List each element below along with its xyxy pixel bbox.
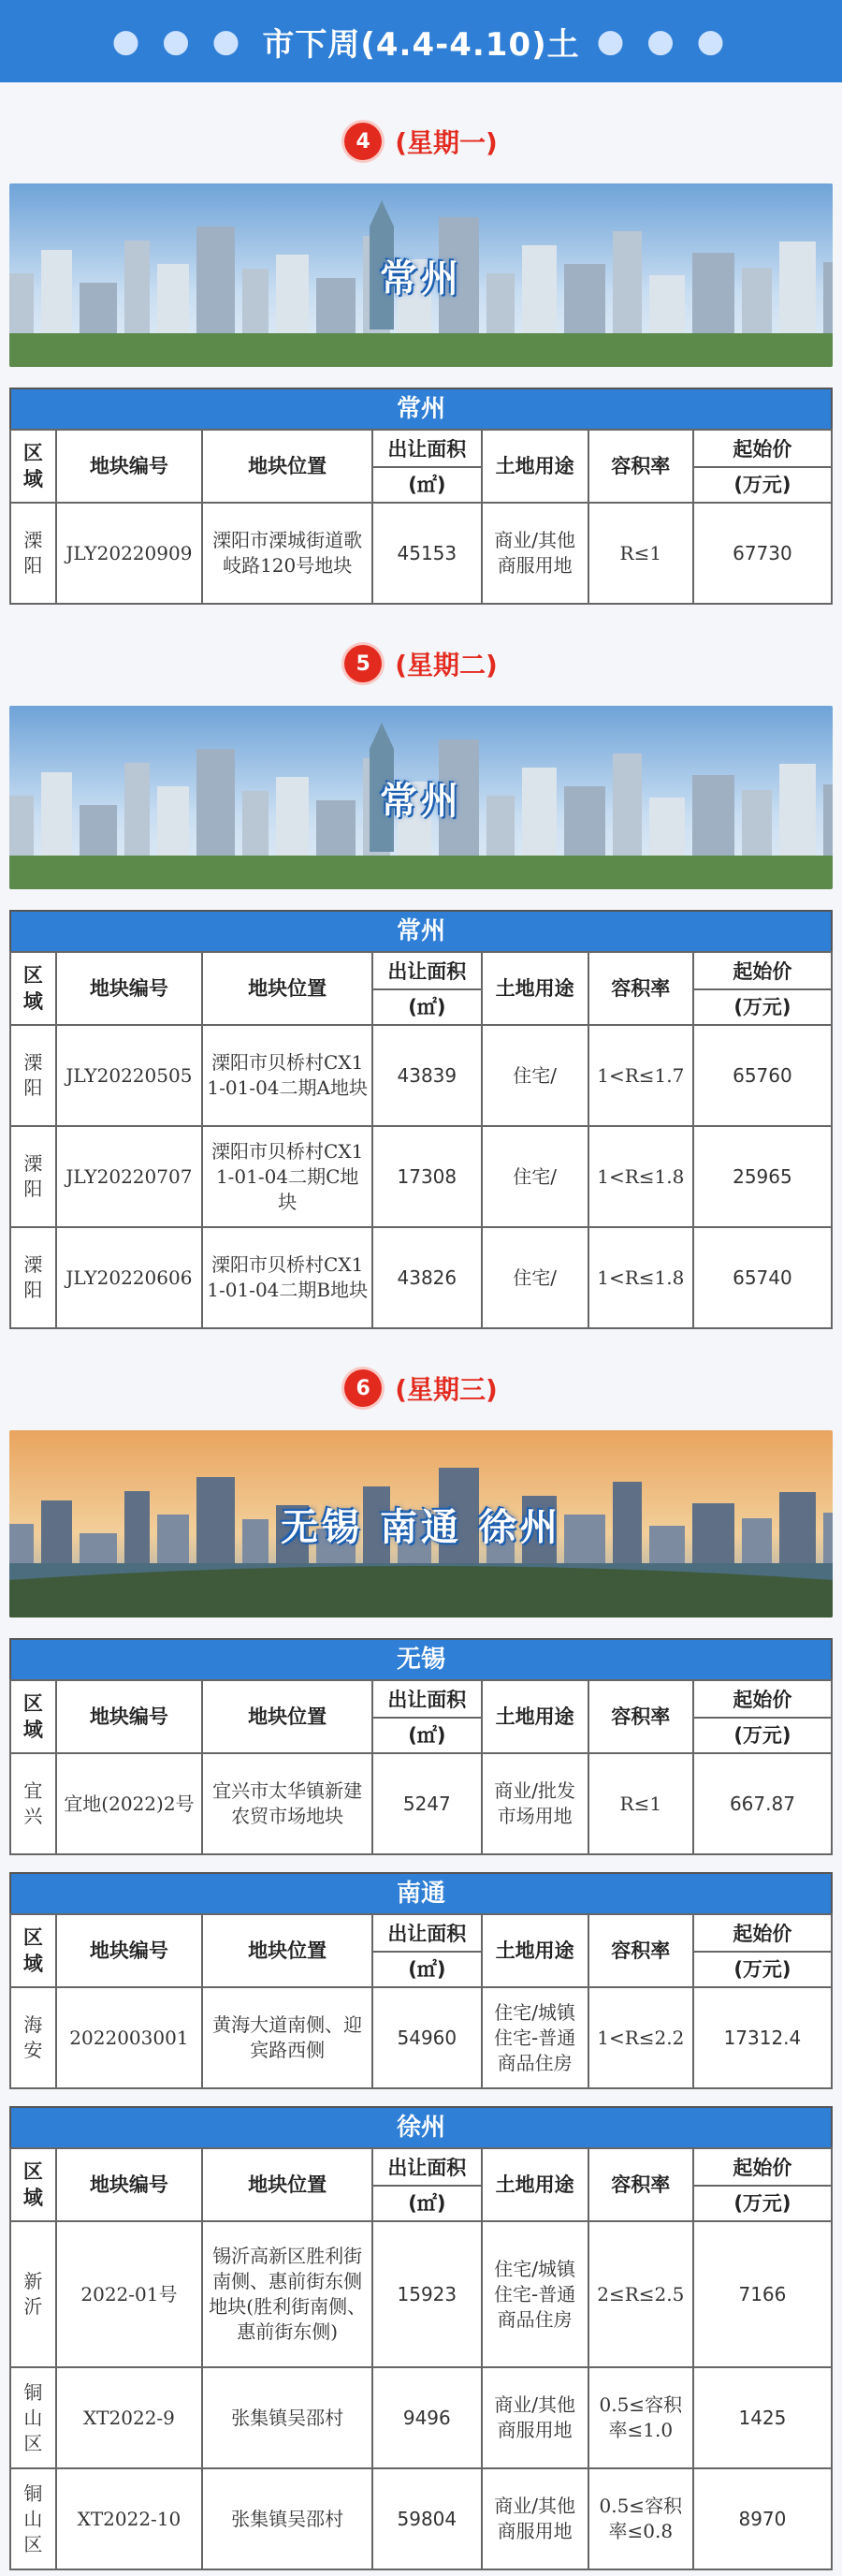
cell-usage: 住宅/城镇住宅-普通商品住房 (482, 1987, 588, 2088)
header-unit: (㎡) (373, 466, 480, 498)
header-far (588, 2148, 693, 2221)
header-price (693, 1914, 832, 1987)
cell-area: 54960 (372, 1987, 481, 2088)
table-city-title: 常州 (9, 910, 833, 951)
header-label: 起始价 (733, 2156, 792, 2179)
header-location (202, 1680, 372, 1753)
header-area (372, 1914, 481, 1987)
header-plot-no (56, 952, 203, 1025)
city-banner-image (9, 183, 833, 367)
header-plot-no (56, 1914, 203, 1987)
day-heading (0, 631, 842, 696)
header-label: 地块位置 (248, 2173, 327, 2196)
header-price (693, 430, 832, 503)
day-number-badge: 6 (344, 1369, 382, 1407)
header-unit: (㎡) (373, 1951, 480, 1983)
cell-plot-no: 2022003001 (56, 1987, 203, 2088)
city-banner-image (9, 1430, 833, 1617)
header-label: 起始价 (733, 959, 792, 983)
cell-location: 溧阳市贝桥村CX11-01-04二期C地块 (202, 1126, 372, 1227)
cell-location: 溧阳市贝桥村CX11-01-04二期A地块 (202, 1025, 372, 1126)
header-price (693, 2148, 832, 2221)
table-row (10, 1227, 832, 1328)
table-header-row (10, 1914, 832, 1987)
cell-price: 667.87 (693, 1753, 832, 1854)
header-label: 容积率 (611, 1705, 671, 1728)
cell-region: 溧阳 (10, 1025, 56, 1126)
table-row (10, 1753, 832, 1854)
table-header-row (10, 430, 832, 503)
table-row (10, 2221, 832, 2367)
cell-usage: 住宅/ (482, 1025, 588, 1126)
banner-city-name: 常州 (380, 779, 462, 823)
header-usage (482, 952, 588, 1025)
header-label: 土地用途 (495, 1939, 574, 1962)
day-number-badge: 4 (344, 123, 382, 160)
cell-area: 43826 (372, 1227, 481, 1328)
cell-plot-no: 2022-01号 (56, 2221, 203, 2367)
page-title: 市下周(4.4-4.10)土 (262, 25, 580, 64)
land-auction-table (9, 1872, 833, 2089)
cell-area: 9496 (372, 2367, 481, 2468)
table-row (10, 1126, 832, 1227)
header-label: 地块位置 (248, 976, 327, 1000)
table-header-row (10, 2148, 832, 2221)
header-label: 地块编号 (89, 1939, 168, 1962)
cell-price: 8970 (693, 2468, 832, 2569)
header-region (10, 1914, 56, 1987)
cell-region: 铜山区 (10, 2367, 56, 2468)
header-label: 容积率 (611, 454, 671, 477)
header-area (372, 2148, 481, 2221)
header-label: 土地用途 (495, 1705, 574, 1728)
day-number-badge: 5 (344, 645, 382, 682)
header-unit: (万元) (694, 466, 831, 498)
header-label: 出让面积 (387, 2156, 467, 2179)
banner-city-name: 常州 (380, 256, 462, 300)
header-label: 容积率 (611, 2173, 671, 2196)
cell-usage: 商业/其他商服用地 (482, 2367, 588, 2468)
table-city-title: 徐州 (9, 2106, 833, 2147)
header-label: 起始价 (733, 1688, 792, 1711)
header-location (202, 1914, 372, 1987)
header-label: 出让面积 (387, 437, 467, 461)
cell-location: 黄海大道南侧、迎宾路西侧 (202, 1987, 372, 2088)
cell-price: 7166 (693, 2221, 832, 2367)
header-label: 容积率 (611, 976, 671, 1000)
schedule-content (0, 109, 842, 2570)
land-auction-table (9, 2106, 833, 2570)
header-unit: (万元) (694, 1717, 831, 1749)
cell-plot-no: XT2022-10 (56, 2468, 203, 2569)
header-label: 起始价 (733, 1922, 792, 1945)
header-label: 地块编号 (89, 976, 168, 1000)
header-region (10, 2148, 56, 2221)
cell-far: 2≤R≤2.5 (588, 2221, 693, 2367)
cell-far: R≤1 (588, 503, 693, 604)
cell-region: 海安 (10, 1987, 56, 2088)
cell-area: 5247 (372, 1753, 481, 1854)
land-auction-table (9, 910, 833, 1329)
day-label: (星期三) (395, 1374, 498, 1405)
cell-price: 17312.4 (693, 1987, 832, 2088)
cell-region: 新沂 (10, 2221, 56, 2367)
cell-price: 65740 (693, 1227, 832, 1328)
cell-plot-no: JLY20220909 (56, 503, 203, 604)
header-far (588, 1914, 693, 1987)
cell-region: 溧阳 (10, 1227, 56, 1328)
header-location (202, 2148, 372, 2221)
cell-plot-no: JLY20220707 (56, 1126, 203, 1227)
header-unit: (㎡) (373, 988, 480, 1020)
header-label: 区域 (22, 963, 43, 1013)
header-far (588, 430, 693, 503)
cell-price: 25965 (693, 1126, 832, 1227)
table-row (10, 1987, 832, 2088)
header-plot-no (56, 430, 203, 503)
cell-usage: 商业/其他商服用地 (482, 2468, 588, 2569)
cell-plot-no: JLY20220505 (56, 1025, 203, 1126)
header-area (372, 1680, 481, 1753)
cell-price: 1425 (693, 2367, 832, 2468)
header-usage (482, 2148, 588, 2221)
cell-region: 溧阳 (10, 503, 56, 604)
cell-area: 59804 (372, 2468, 481, 2569)
header-label: 区域 (22, 1925, 43, 1975)
cell-location: 锡沂高新区胜利街南侧、惠前街东侧地块(胜利街南侧、惠前街东侧) (202, 2221, 372, 2367)
banner-city-name: 无锡 南通 徐州 (281, 1505, 561, 1549)
cell-far: 1<R≤1.8 (588, 1227, 693, 1328)
header-usage (482, 430, 588, 503)
header-plot-no (56, 1680, 203, 1753)
table-city-title: 南通 (9, 1872, 833, 1913)
header-far (588, 952, 693, 1025)
header-label: 土地用途 (495, 976, 574, 1000)
header-unit: (㎡) (373, 2185, 480, 2217)
day-heading (0, 109, 842, 174)
header-plot-no (56, 2148, 203, 2221)
cell-location: 张集镇吴邵村 (202, 2367, 372, 2468)
day-heading (0, 1355, 842, 1421)
cell-price: 65760 (693, 1025, 832, 1126)
cell-location: 溧阳市贝桥村CX11-01-04二期B地块 (202, 1227, 372, 1328)
cell-area: 15923 (372, 2221, 481, 2367)
cell-price: 67730 (693, 503, 832, 604)
header-label: 地块编号 (89, 454, 168, 477)
header-area (372, 952, 481, 1025)
header-unit: (万元) (694, 988, 831, 1020)
table-row (10, 503, 832, 604)
cell-usage: 住宅/ (482, 1126, 588, 1227)
cell-usage: 住宅/ (482, 1227, 588, 1328)
day-label: (星期二) (395, 650, 498, 681)
header-area (372, 430, 481, 503)
header-location (202, 430, 372, 503)
header-far (588, 1680, 693, 1753)
cell-plot-no: XT2022-9 (56, 2367, 203, 2468)
cell-plot-no: 宜地(2022)2号 (56, 1753, 203, 1854)
header-unit: (万元) (694, 2185, 831, 2217)
cell-usage: 商业/批发市场用地 (482, 1753, 588, 1854)
table-city-title: 常州 (9, 388, 833, 429)
header-label: 出让面积 (387, 1922, 467, 1945)
header-bar (0, 0, 842, 82)
cell-far: 1<R≤1.7 (588, 1025, 693, 1126)
cell-location: 溧阳市溧城街道歌岐路120号地块 (202, 503, 372, 604)
header-region (10, 1680, 56, 1753)
header-label: 地块位置 (248, 1939, 327, 1962)
cell-area: 17308 (372, 1126, 481, 1227)
header-label: 地块位置 (248, 454, 327, 477)
cell-far: 0.5≤容积率≤1.0 (588, 2367, 693, 2468)
cell-far: R≤1 (588, 1753, 693, 1854)
header-label: 区域 (22, 1691, 43, 1741)
header-label: 土地用途 (495, 454, 574, 477)
header-unit: (㎡) (373, 1717, 480, 1749)
cell-usage: 住宅/城镇住宅-普通商品住房 (482, 2221, 588, 2367)
header-price (693, 1680, 832, 1753)
header-label: 地块位置 (248, 1705, 327, 1728)
table-city-title: 无锡 (9, 1638, 833, 1679)
cell-location: 宜兴市太华镇新建农贸市场地块 (202, 1753, 372, 1854)
cell-usage: 商业/其他商服用地 (482, 503, 588, 604)
blurred-right-decoration: ● ● ● (596, 22, 731, 60)
cell-area: 45153 (372, 503, 481, 604)
land-auction-table (9, 1638, 833, 1855)
cell-far: 1<R≤2.2 (588, 1987, 693, 2088)
day-label: (星期一) (395, 127, 498, 158)
cell-region: 宜兴 (10, 1753, 56, 1854)
cell-area: 43839 (372, 1025, 481, 1126)
table-row (10, 2468, 832, 2569)
cell-location: 张集镇吴邵村 (202, 2468, 372, 2569)
cell-far: 0.5≤容积率≤0.8 (588, 2468, 693, 2569)
header-label: 地块编号 (89, 1705, 168, 1728)
cell-region: 溧阳 (10, 1126, 56, 1227)
header-unit: (万元) (694, 1951, 831, 1983)
header-label: 起始价 (733, 437, 792, 461)
header-usage (482, 1680, 588, 1753)
header-location (202, 952, 372, 1025)
header-label: 区域 (22, 441, 43, 490)
table-row (10, 2367, 832, 2468)
header-label: 地块编号 (89, 2173, 168, 2196)
header-region (10, 430, 56, 503)
city-banner-image (9, 706, 833, 889)
cell-plot-no: JLY20220606 (56, 1227, 203, 1328)
cell-region: 铜山区 (10, 2468, 56, 2569)
blurred-left-decoration: ● ● ● (111, 22, 246, 60)
table-row (10, 1025, 832, 1126)
table-header-row (10, 952, 832, 1025)
header-region (10, 952, 56, 1025)
header-label: 出让面积 (387, 1688, 467, 1711)
land-auction-table (9, 388, 833, 605)
header-label: 区域 (22, 2159, 43, 2209)
header-label: 出让面积 (387, 959, 467, 983)
header-price (693, 952, 832, 1025)
header-label: 土地用途 (495, 2173, 574, 2196)
header-usage (482, 1914, 588, 1987)
cell-far: 1<R≤1.8 (588, 1126, 693, 1227)
table-header-row (10, 1680, 832, 1753)
header-label: 容积率 (611, 1939, 671, 1962)
